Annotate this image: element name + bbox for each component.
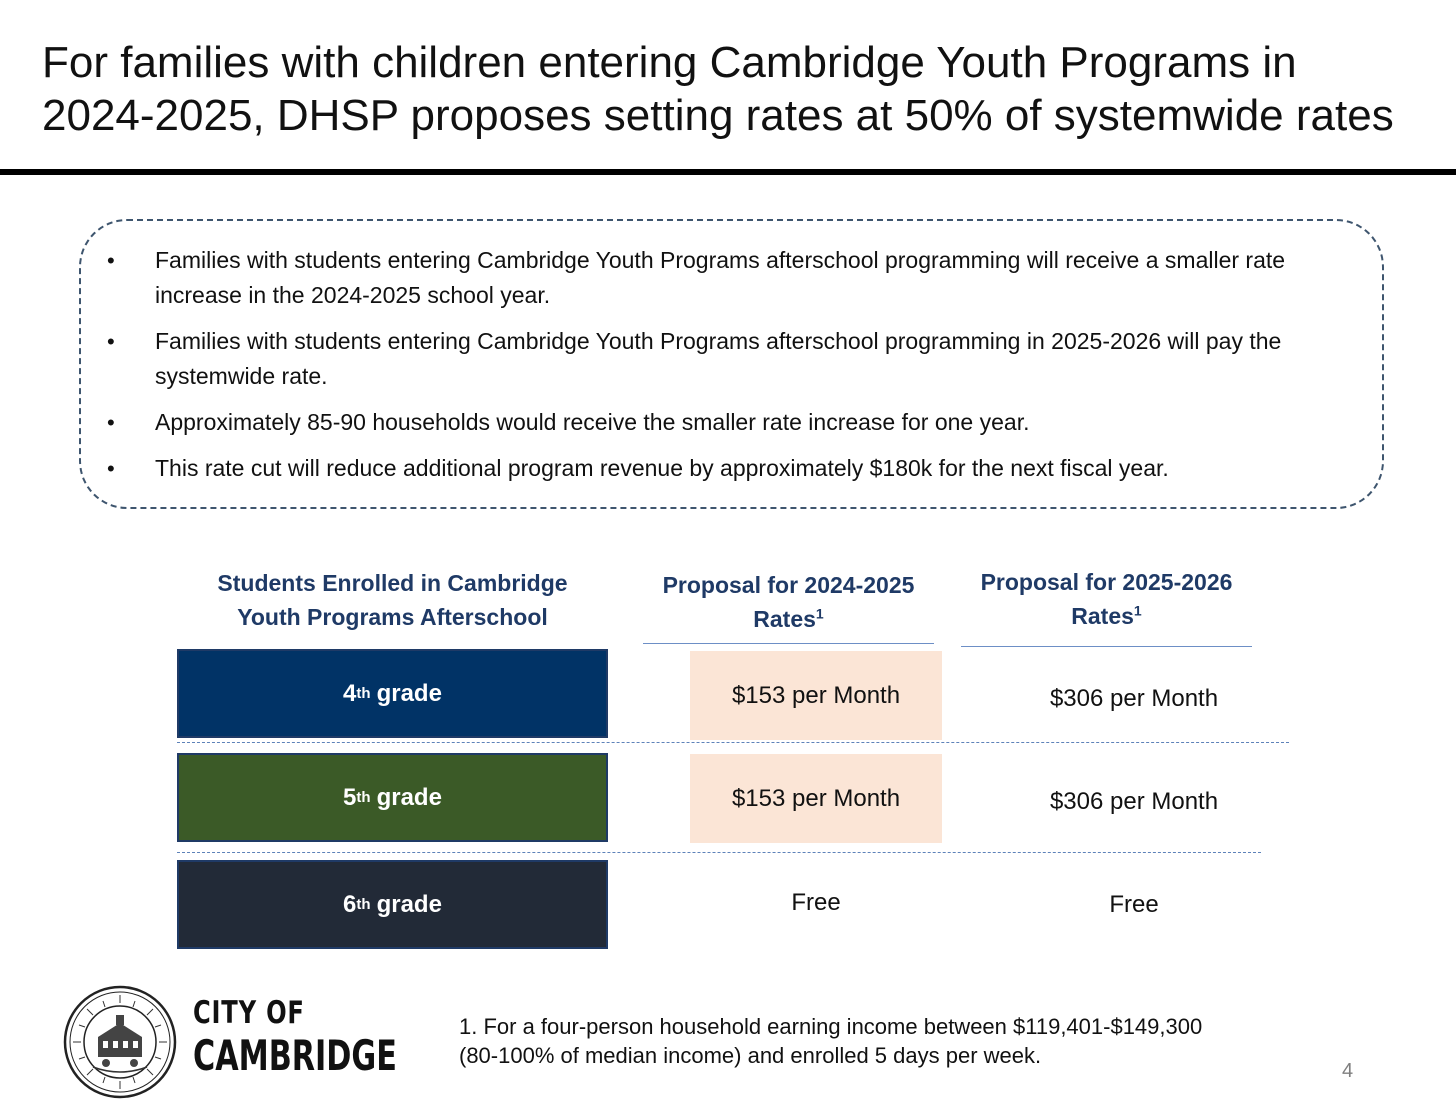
logo-cambridge: CAMBRIDGE — [193, 1031, 397, 1080]
bullet-text-2: Families with students entering Cambridge Youth Programs afterschool programming in 2025-2026 will pay the systemwide rate. — [155, 328, 1282, 389]
grade-number: 5 — [343, 783, 357, 811]
header-2024-line-2 — [643, 602, 934, 636]
bullet-marker: • — [107, 456, 115, 481]
bullet-item-1 — [107, 243, 1367, 313]
bullet-text-1: Families with students entering Cambridge Youth Programs afterschool programming will receive a smaller rate increase in the 2024-2025 school year. — [155, 247, 1286, 308]
header-proposal-2025-2026 — [961, 565, 1252, 633]
rate-2025-6th-grade: Free — [1109, 890, 1159, 918]
footnote-mark: 1 — [1133, 602, 1142, 619]
title-divider — [0, 169, 1456, 175]
bullet-list — [107, 243, 1367, 497]
bullet-item-4 — [107, 451, 1367, 486]
slide-title-line-2: 2024-2025, DHSP proposes setting rates at 50% of systemwide rates — [42, 91, 1394, 140]
header-2025-line-2 — [961, 599, 1252, 633]
city-of-cambridge-logo — [193, 995, 476, 1080]
city-seal-icon — [63, 985, 177, 1099]
grade-word: grade — [376, 679, 442, 707]
bullet-marker: • — [107, 329, 115, 354]
rate-2025-5th-grade: $306 per Month — [1049, 787, 1219, 815]
bullet-marker: • — [107, 410, 115, 435]
slide-title — [42, 36, 1432, 142]
bullet-text-4: This rate cut will reduce additional program revenue by approximately $180k for the next fiscal year. — [155, 455, 1169, 481]
slide-title-line-1: For families with children entering Cambridge Youth Programs in — [42, 38, 1297, 87]
logo-city-of: CITY OF — [193, 995, 305, 1031]
header-underline-2025 — [961, 646, 1252, 647]
footnote-mark: 1 — [815, 605, 824, 622]
header-2025-line-1: Proposal for 2025-2026 — [980, 569, 1233, 595]
grade-word: grade — [376, 783, 442, 811]
grade-number: 4 — [343, 679, 357, 707]
bullet-marker: • — [107, 248, 115, 273]
bullet-item-2 — [107, 324, 1367, 394]
header-proposal-2024-2025 — [643, 568, 934, 636]
header-underline-2024 — [643, 643, 934, 644]
row-divider — [177, 852, 1261, 853]
grade-ordinal-suffix: th — [356, 896, 371, 913]
header-2024-line-1: Proposal for 2024-2025 — [662, 572, 915, 598]
header-students-line-1: Students Enrolled in Cambridge — [217, 570, 568, 596]
grade-label-4th — [177, 649, 608, 738]
header-students-line-2: Youth Programs Afterschool — [237, 604, 548, 630]
header-students-enrolled — [177, 566, 608, 634]
bullet-text-3: Approximately 85-90 households would receive the smaller rate increase for one year. — [155, 409, 1030, 435]
footnote — [459, 1012, 1359, 1070]
grade-ordinal-suffix: th — [356, 789, 371, 806]
header-2024-rates-label: Rates — [753, 606, 816, 632]
rate-2024-5th-grade: $153 per Month — [690, 754, 942, 843]
footnote-line-2: (80-100% of median income) and enrolled 5 days per week. — [459, 1043, 1042, 1068]
grade-number: 6 — [343, 890, 357, 918]
footnote-line-1: 1. For a four-person household earning income between $119,401-$149,300 — [459, 1014, 1203, 1039]
grade-word: grade — [376, 890, 442, 918]
grade-ordinal-suffix: th — [356, 685, 371, 702]
page-number: 4 — [1342, 1060, 1354, 1082]
rate-2024-6th-grade: Free — [791, 888, 841, 916]
grade-label-5th — [177, 753, 608, 842]
rate-2024-4th-grade: $153 per Month — [690, 651, 942, 740]
header-2025-rates-label: Rates — [1071, 603, 1134, 629]
bullet-item-3 — [107, 405, 1367, 440]
row-divider — [177, 742, 1289, 743]
grade-label-6th — [177, 860, 608, 949]
rate-2025-4th-grade: $306 per Month — [1049, 684, 1219, 712]
